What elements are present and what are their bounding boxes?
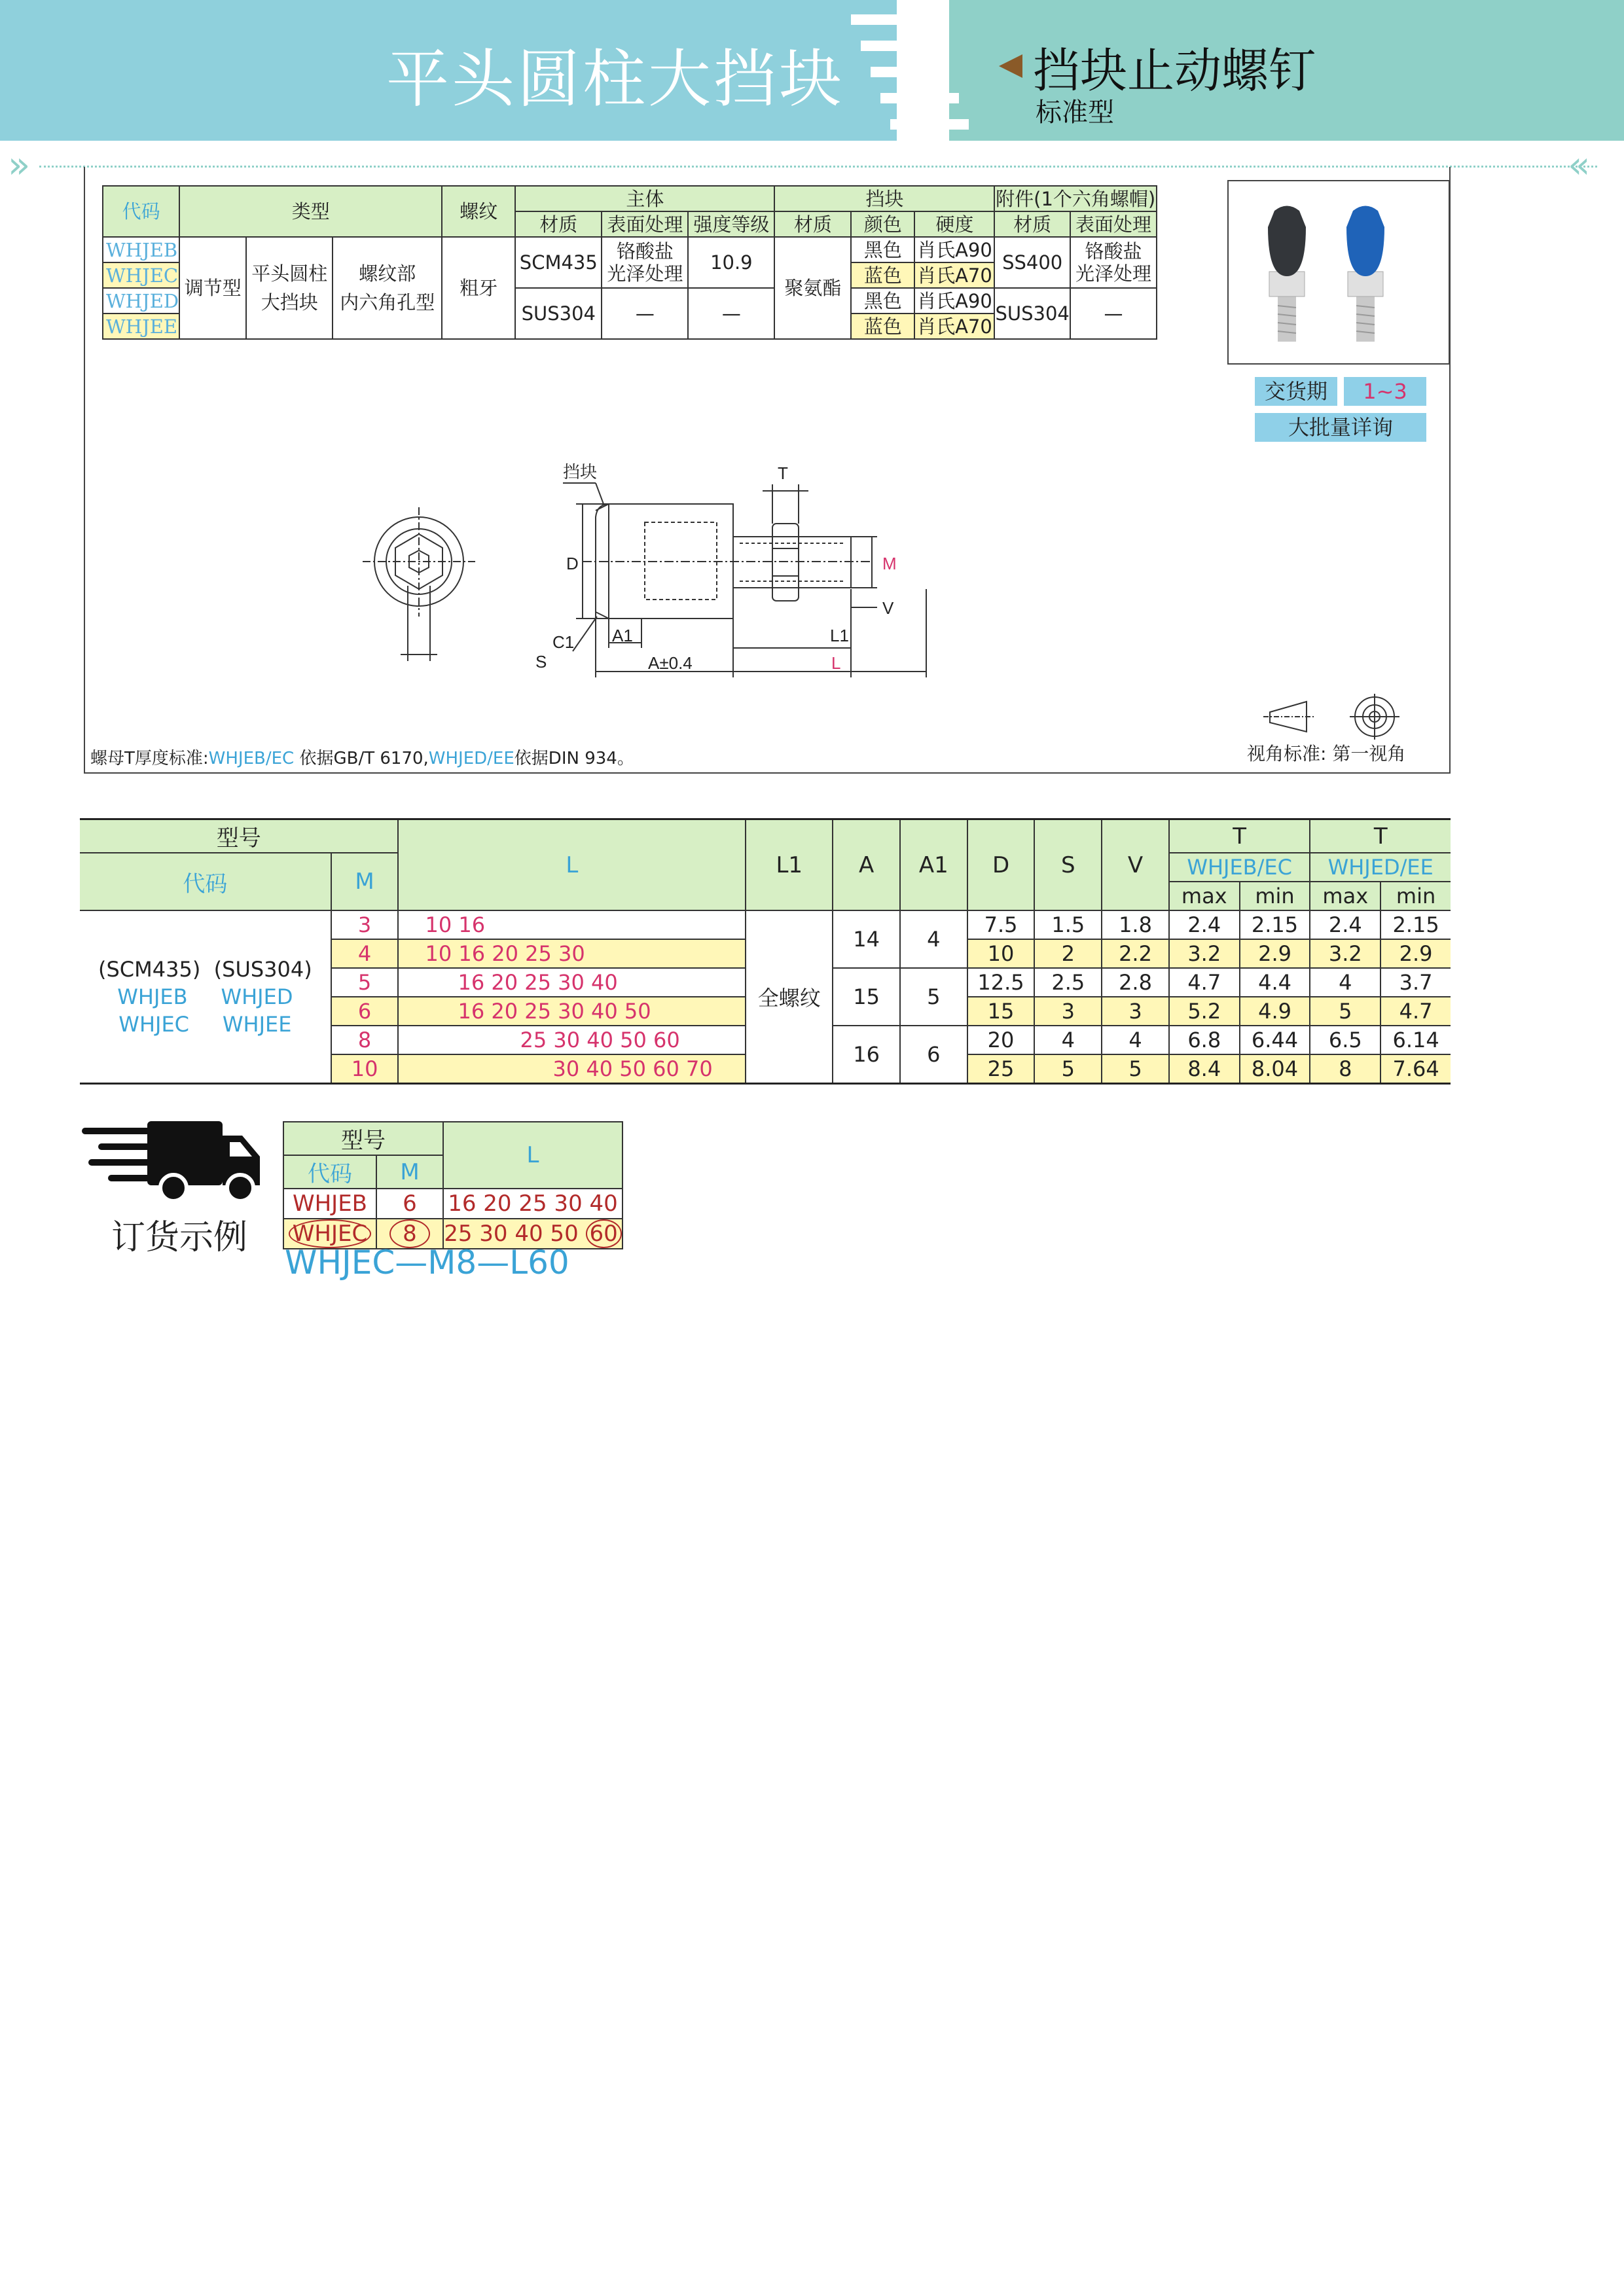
order-m-cell: 6 [376,1189,443,1219]
t-cell: 5.2 [1169,997,1240,1026]
t-cell: 2.4 [1310,910,1380,939]
block-material-cell: 聚氨酯 [774,237,851,339]
code-cell: WHJEC [103,262,179,288]
nut-note: 螺母T厚度标准:WHJEB/EC 依据GB/T 6170,WHJED/EE依据DIN 934。 [90,749,634,768]
label-a1: A1 [612,626,633,645]
s-cell: 1.5 [1034,910,1102,939]
t-cell: 8.4 [1169,1054,1240,1084]
chevron-left-icon: « [1568,144,1591,187]
acc-surface-cell: 铬酸盐 光泽处理 [1070,237,1157,288]
t-cell: 4.9 [1240,997,1310,1026]
technical-drawing [353,452,1008,687]
type-cell: 调节型 [179,237,246,339]
t-cell: 5 [1310,997,1380,1026]
t-cell: 4.7 [1169,968,1240,997]
label-block: 挡块 [563,462,598,482]
v-cell: 1.8 [1102,910,1169,939]
m-cell: 6 [331,997,399,1026]
grade-cell: — [688,288,774,339]
code-cell: WHJEB [103,237,179,262]
order-table [283,1121,623,1249]
delivery-value: 1~3 [1344,377,1426,406]
color-cell: 蓝色 [851,314,914,339]
d-cell: 12.5 [967,968,1035,997]
hdr-code: 代码 [80,853,331,910]
t-cell: 2.15 [1240,910,1310,939]
hardness-cell: 肖氏A90 [914,237,994,262]
hdr-T1: T [1169,819,1310,853]
hdr-T1-sub: WHJEB/EC [1169,853,1310,882]
a1-cell: 4 [900,910,967,968]
hdr-code: 代码 [103,186,179,237]
label-l1: L1 [830,626,849,645]
color-cell: 黑色 [851,237,914,262]
size-table [80,818,1451,1085]
v-cell: 4 [1102,1026,1169,1054]
order-l-cell: 16 20 25 30 40 [443,1189,623,1219]
hdr-L1: L1 [746,819,833,911]
t-cell: 8 [1310,1054,1380,1084]
code-group-cell: (SCM435) (SUS304) WHJEB WHJED WHJEC WHJEE [80,910,331,1084]
grade-cell: 10.9 [688,237,774,288]
truck-icon [82,1116,265,1204]
t-cell: 8.04 [1240,1054,1310,1084]
order-m-cell: 8 [376,1219,443,1249]
acc-surface-cell: — [1070,288,1157,339]
t-cell: 2.9 [1240,939,1310,968]
hardness-cell: 肖氏A70 [914,262,994,288]
view-standard: 视角标准: 第一视角 [1247,743,1406,764]
hdr-block-material: 材质 [774,211,851,237]
category-title: 挡块止动螺钉 [1033,43,1316,98]
t-cell: 3.2 [1169,939,1240,968]
hdr-M: M [331,853,399,910]
hdr-body-surface: 表面处理 [602,211,688,237]
label-v: V [882,598,894,618]
order-hdr-code: 代码 [283,1155,376,1189]
type2-cell: 平头圆柱 大挡块 [246,237,333,339]
hdr-T2-sub: WHJED/EE [1310,853,1451,882]
projection-symbol-icon [1263,694,1407,740]
t-cell: 2.15 [1380,910,1451,939]
hdr-A: A [833,819,900,911]
s-cell: 4 [1034,1026,1102,1054]
v-cell: 2.8 [1102,968,1169,997]
t-cell: 6.8 [1169,1026,1240,1054]
header-stripes [844,0,949,141]
order-hdr-M: M [376,1155,443,1189]
delivery-label: 交货期 [1255,377,1337,406]
hdr-acc-surface: 表面处理 [1070,211,1157,237]
body-material-cell: SUS304 [515,288,602,339]
label-a: A±0.4 [648,653,693,673]
m-cell: 5 [331,968,399,997]
thread-cell: 粗牙 [442,237,515,339]
hdr-L: L [398,819,746,911]
hdr-max: max [1310,882,1380,910]
hdr-block-color: 颜色 [851,211,914,237]
body-surface-cell: 铬酸盐 光泽处理 [602,237,688,288]
a-cell: 15 [833,968,900,1026]
hdr-body: 主体 [515,186,774,211]
t-cell: 4.7 [1380,997,1451,1026]
label-l: L [831,653,841,673]
order-example-title: 订货示例 [111,1218,248,1257]
order-example-code: WHJEC—M8—L60 [285,1244,569,1282]
hdr-body-grade: 强度等级 [688,211,774,237]
color-cell: 黑色 [851,288,914,314]
t-cell: 4 [1310,968,1380,997]
m-cell: 10 [331,1054,399,1084]
bulk-inquiry[interactable]: 大批量详询 [1255,413,1426,442]
d-cell: 20 [967,1026,1035,1054]
l1-cell: 全螺纹 [746,910,833,1084]
hdr-block: 挡块 [774,186,994,211]
hdr-accessory: 附件(1个六角螺帽) [994,186,1157,211]
d-cell: 25 [967,1054,1035,1084]
hdr-body-material: 材质 [515,211,602,237]
label-c1: C1 [552,632,575,652]
t-cell: 3.2 [1310,939,1380,968]
a1-cell: 5 [900,968,967,1026]
t-cell: 6.44 [1240,1026,1310,1054]
type3-cell: 螺纹部 内六角孔型 [333,237,442,339]
v-cell: 3 [1102,997,1169,1026]
hdr-T2: T [1310,819,1451,853]
product-photo [1227,180,1450,365]
t-cell: 3.7 [1380,968,1451,997]
order-l-cell: 25 30 40 50 60 [443,1219,623,1249]
hdr-A1: A1 [900,819,967,911]
t-cell: 2.4 [1169,910,1240,939]
s-cell: 2.5 [1034,968,1102,997]
v-cell: 5 [1102,1054,1169,1084]
s-cell: 5 [1034,1054,1102,1084]
order-hdr-model: 型号 [283,1122,443,1155]
hdr-type: 类型 [179,186,442,237]
l-cell: 10 16 20 25 30 [398,939,746,968]
hdr-model: 型号 [80,819,398,853]
hdr-D: D [967,819,1035,911]
body-material-cell: SCM435 [515,237,602,288]
t-cell: 4.4 [1240,968,1310,997]
t-cell: 7.64 [1380,1054,1451,1084]
order-code-cell: WHJEC [283,1219,376,1249]
page-title: 平头圆柱大挡块 [386,43,844,116]
hdr-thread: 螺纹 [442,186,515,237]
v-cell: 2.2 [1102,939,1169,968]
d-cell: 15 [967,997,1035,1026]
label-t: T [778,463,788,483]
hdr-S: S [1034,819,1102,911]
hardness-cell: 肖氏A70 [914,314,994,339]
hdr-acc-material: 材质 [994,211,1070,237]
a-cell: 16 [833,1026,900,1084]
m-cell: 8 [331,1026,399,1054]
hdr-min: min [1380,882,1451,910]
label-m: M [882,554,897,573]
s-cell: 3 [1034,997,1102,1026]
m-cell: 3 [331,910,399,939]
code-cell: WHJEE [103,314,179,339]
l-cell: 30 40 50 60 70 [398,1054,746,1084]
l-cell: 25 30 40 50 60 [398,1026,746,1054]
label-d: D [566,554,579,573]
chevron-right-icon: » [8,144,31,187]
l-cell: 10 16 [398,910,746,939]
m-cell: 4 [331,939,399,968]
label-s: S [535,652,547,672]
order-hdr-L: L [443,1122,623,1189]
body-surface-cell: — [602,288,688,339]
d-cell: 10 [967,939,1035,968]
l-cell: 16 20 25 30 40 [398,968,746,997]
triangle-left-icon [999,54,1022,78]
d-cell: 7.5 [967,910,1035,939]
hdr-block-hardness: 硬度 [914,211,994,237]
code-cell: WHJED [103,288,179,314]
category-subtitle: 标准型 [1036,98,1114,128]
a1-cell: 6 [900,1026,967,1084]
hdr-V: V [1102,819,1169,911]
a-cell: 14 [833,910,900,968]
hdr-max: max [1169,882,1240,910]
spec-table [102,185,1157,340]
l-cell: 16 20 25 30 40 50 [398,997,746,1026]
s-cell: 2 [1034,939,1102,968]
t-cell: 6.14 [1380,1026,1451,1054]
hardness-cell: 肖氏A90 [914,288,994,314]
color-cell: 蓝色 [851,262,914,288]
acc-material-cell: SS400 [994,237,1070,288]
acc-material-cell: SUS304 [994,288,1070,339]
order-code-cell: WHJEB [283,1189,376,1219]
t-cell: 6.5 [1310,1026,1380,1054]
hdr-min: min [1240,882,1310,910]
t-cell: 2.9 [1380,939,1451,968]
